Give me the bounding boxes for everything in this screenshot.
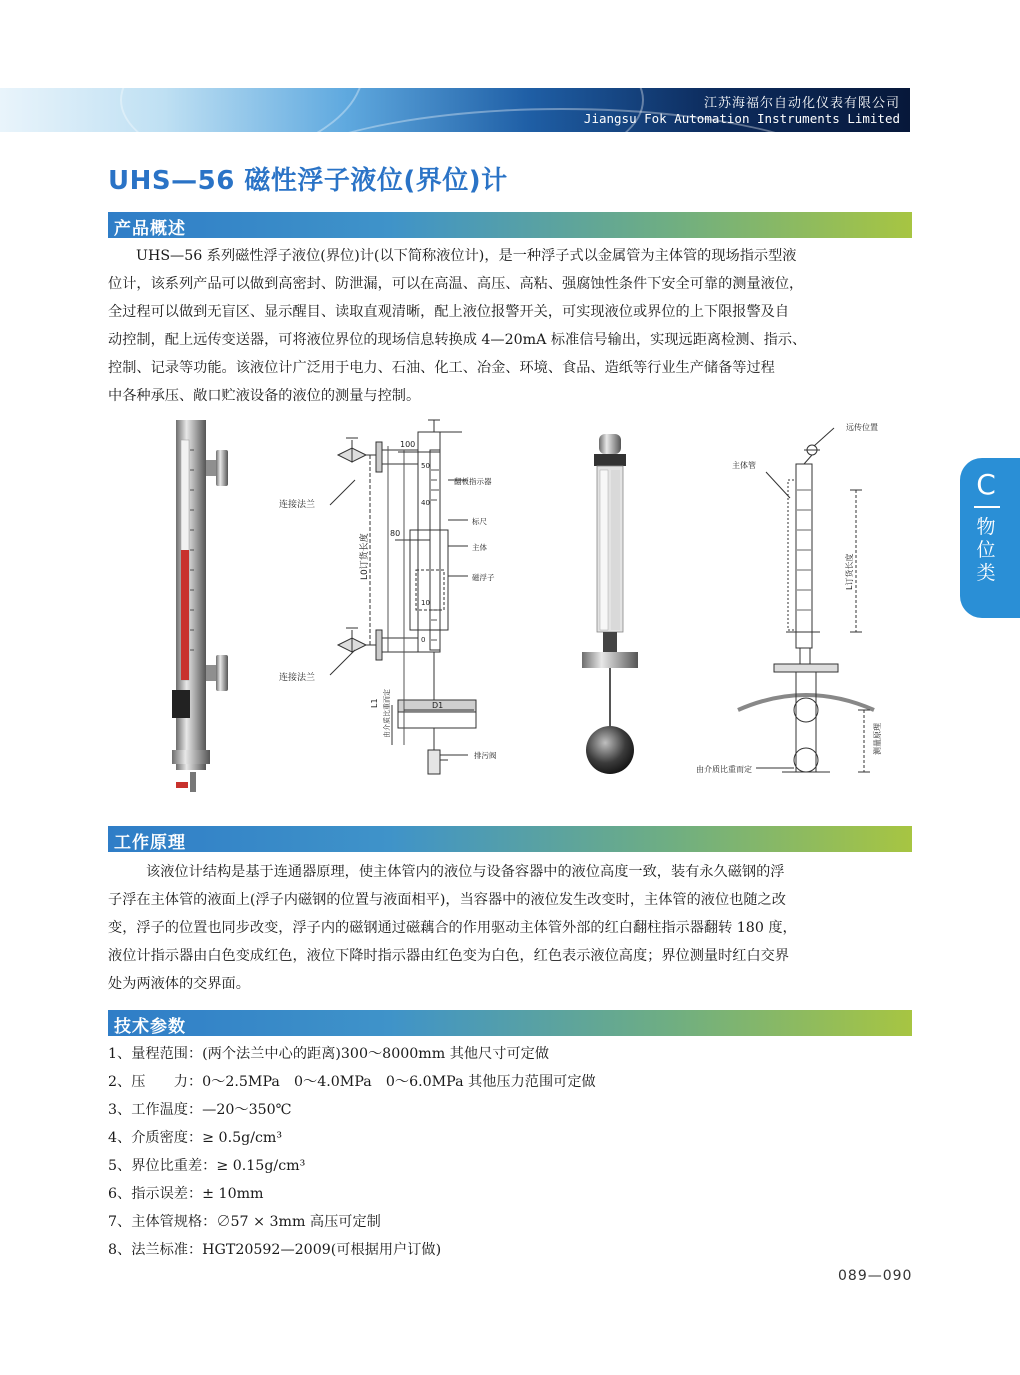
label-medium-density-left: 由介质比重而定 bbox=[383, 689, 391, 738]
label-l-length: L订货长度 bbox=[845, 553, 854, 590]
overview-line: 控制、记录等功能。该液位计广泛用于电力、石油、化工、冶金、环境、食品、造纸等行业生产储备等过程 bbox=[108, 360, 775, 376]
section-header-overview bbox=[108, 212, 912, 238]
header-banner bbox=[0, 88, 910, 132]
label-measure-principle: 测量原理 bbox=[873, 723, 882, 755]
principle-line: 变，浮子的位置也同步改变，浮子内的磁钢通过磁藕合的作用驱动主体管外部的红白翻柱指示器翻转 180 度， bbox=[108, 920, 797, 936]
scale-40: 40 bbox=[421, 499, 430, 507]
product-illustrations bbox=[0, 410, 1020, 820]
tab-divider bbox=[974, 506, 1000, 508]
flange-draw bbox=[800, 648, 810, 664]
float-circle-lower bbox=[794, 748, 818, 772]
category-char: 类 bbox=[976, 562, 996, 584]
spec-item: 7、主体管规格：∅57 × 3mm 高压可定制 bbox=[108, 1214, 381, 1230]
label-flip-indicator: 翻板指示器 bbox=[454, 477, 492, 486]
upper-valve-icon bbox=[338, 448, 366, 462]
overview-line: 全过程可以做到无盲区、显示醒目、读取直观清晰，配上液位报警开关，可实现液位或界位的上下限报警及自 bbox=[108, 304, 790, 320]
section-title: 产品概述 bbox=[114, 219, 186, 239]
overview-line: 位计，该系列产品可以做到高密封、防泄漏，可以在高温、高压、高粘、强腐蚀性条件下安全可靠的测量液位， bbox=[108, 276, 804, 292]
label-flange-bottom: 连接法兰 bbox=[279, 673, 316, 683]
main-tube-draw bbox=[796, 464, 812, 648]
principle-line: 处为两液体的交界面。 bbox=[108, 976, 250, 992]
category-name bbox=[960, 516, 1012, 585]
category-letter: C bbox=[976, 468, 996, 501]
top-cap bbox=[599, 434, 621, 454]
label-flange-top: 连接法兰 bbox=[279, 500, 316, 510]
spec-item: 6、指示误差：± 10mm bbox=[108, 1186, 264, 1202]
spec-item: 2、压 力：0～2.5MPa 0～4.0MPa 0～6.0MPa 其他压力范围可定做 bbox=[108, 1074, 596, 1090]
section-header-principle bbox=[108, 826, 912, 852]
scale-50: 50 bbox=[421, 462, 430, 470]
dimension-drawing bbox=[330, 420, 476, 774]
overview-text bbox=[108, 242, 914, 410]
principle-line: 液位计指示器由白色变成红色，液位下降时指示器由红色变为白色，红色表示液位高度；界位测量时红白交界 bbox=[108, 948, 790, 964]
drain-valve-draw bbox=[428, 750, 440, 774]
upper-flange-draw bbox=[376, 442, 382, 472]
lower-valve-icon bbox=[338, 638, 366, 652]
principle-line: 子浮在主体管的液面上(浮子内磁钢的位置与液面相平)，当容器中的液位发生改变时，主体管的液位也随之改 bbox=[108, 892, 786, 908]
label-ruler: 标尺 bbox=[472, 517, 487, 526]
gauge-photo-1 bbox=[172, 420, 228, 792]
overview-line: UHS—56 系列磁性浮子液位(界位)计(以下简称液位计)，是一种浮子式以金属管为主体管的现场指示型液 bbox=[136, 248, 797, 264]
category-char: 物 bbox=[976, 516, 996, 538]
alarm-switch bbox=[172, 690, 190, 718]
flange-plate bbox=[774, 664, 838, 672]
company-name-en: Jiangsu Fok Automation Instruments Limited bbox=[583, 111, 900, 126]
drain-valve-handle bbox=[176, 782, 188, 788]
label-remote-position: 远传位置 bbox=[846, 423, 878, 432]
indicator-column-2 bbox=[600, 470, 608, 630]
scale-0: 0 bbox=[421, 636, 426, 644]
label-drain-valve: 排污阀 bbox=[474, 751, 497, 760]
category-side-tab bbox=[960, 458, 1020, 618]
specs-list bbox=[108, 1040, 914, 1264]
spec-item: 5、界位比重差：≥ 0.15g/cm³ bbox=[108, 1158, 306, 1174]
upper-flange bbox=[216, 450, 228, 486]
spec-item: 3、工作温度：—20～350℃ bbox=[108, 1102, 292, 1118]
label-d1: D1 bbox=[432, 701, 444, 710]
page-title: UHS—56 磁性浮子液位(界位)计 bbox=[108, 166, 508, 196]
dim-80: 80 bbox=[390, 529, 401, 538]
spec-item: 1、量程范围：(两个法兰中心的距离)300～8000mm 其他尺寸可定做 bbox=[108, 1046, 550, 1062]
bottom-flange bbox=[172, 750, 210, 764]
tank-wall bbox=[738, 695, 874, 710]
section-title: 工作原理 bbox=[114, 833, 186, 853]
section-header-specs bbox=[108, 1010, 912, 1036]
page-number: 089—090 bbox=[838, 1268, 913, 1284]
spec-item: 4、介质密度：≥ 0.5g/cm³ bbox=[108, 1130, 283, 1146]
scale-ticks bbox=[431, 470, 439, 640]
gauge-photo-2 bbox=[582, 434, 638, 774]
float-ball bbox=[586, 726, 634, 774]
scale-plate bbox=[611, 470, 620, 630]
tube-ticks bbox=[797, 490, 811, 610]
mounting-flange bbox=[582, 652, 638, 668]
category-char: 位 bbox=[976, 539, 996, 561]
label-l1: L1 bbox=[370, 698, 379, 708]
label-l0-length: L0订货长度 bbox=[360, 533, 370, 580]
drain-valve-stem bbox=[190, 772, 196, 792]
installation-drawing bbox=[738, 428, 874, 772]
label-medium-density-right: 由介质比重而定 bbox=[696, 765, 752, 774]
dim-100: 100 bbox=[400, 440, 416, 449]
top-clamp bbox=[594, 454, 626, 466]
float-circle-upper bbox=[794, 698, 818, 722]
label-main-tube: 主体管 bbox=[732, 461, 756, 470]
connector bbox=[603, 632, 617, 652]
bottom-cap bbox=[398, 712, 476, 728]
lower-flange-draw bbox=[376, 630, 382, 660]
indicator-red-level bbox=[181, 550, 189, 680]
lower-flange bbox=[216, 655, 228, 691]
indicator-strip-draw bbox=[788, 480, 796, 630]
company-name-cn: 江苏海福尔自动化仪表有限公司 bbox=[703, 96, 900, 111]
label-magnetic-float: 磁浮子 bbox=[472, 573, 495, 582]
overview-line: 中各种承压、敞口贮液设备的液位的测量与控制。 bbox=[108, 388, 421, 404]
scale-10: 10 bbox=[421, 599, 430, 607]
overview-line: 动控制，配上远传变送器，可将液位界位的现场信息转换成 4—20mA 标准信号输出，实现远距离检测、指示、 bbox=[108, 332, 807, 348]
label-main-body: 主体 bbox=[472, 543, 487, 552]
principle-text bbox=[108, 858, 914, 998]
lower-connection-pipe bbox=[380, 638, 418, 652]
section-title: 技术参数 bbox=[114, 1017, 186, 1037]
spec-item: 8、法兰标准：HGT20592—2009(可根据用户订做) bbox=[108, 1242, 442, 1258]
principle-line: 该液位计结构是基于连通器原理，使主体管内的液位与设备容器中的液位高度一致，装有永久磁钢的浮 bbox=[146, 864, 785, 880]
